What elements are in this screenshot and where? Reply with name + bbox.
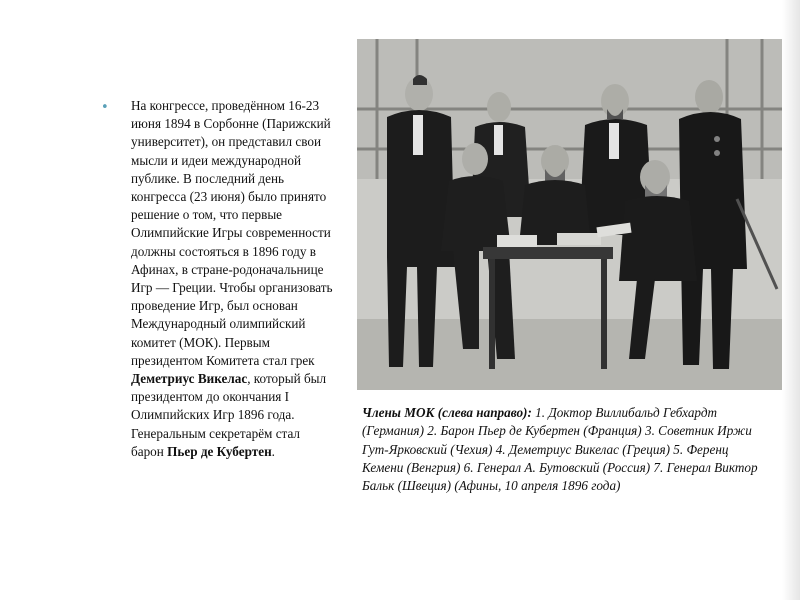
caption-title: Члены МОК (слева направо): [362,405,532,420]
coubertin-name: Пьер де Кубертен [167,443,272,459]
paragraph-text-3: . [271,443,275,459]
vikelas-name: Деметриус Викелас [131,371,248,387]
paragraph-text-2: , который был президентом до окончания I Олимпийских Игр 1896 года. Генеральным секретарём стал барон [131,371,327,459]
slide-edge-shadow [782,0,800,600]
paragraph-text-1: На конгрессе, проведённом 16-23 июня 1894 в Сорбонне (Парижский университет), он представил свои мысли и идеи международной публике. В последний день конгресса (23 июня) было принято решение о том, что первые Олимпийские Игры современности должны состояться в 1896 году в Афинах, в стране-родоначальнице Игр — Греции. Чтобы организовать проведение Игр, был основан Международный олимпийский комитет (МОК). Первым президентом Комитета стал грек [131,98,333,368]
caption-text: 1. Доктор Виллибальд Гебхардт (Германия) 2. Барон Пьер де Кубертен (Франция) 3. Советник Иржи Гут-Ярковский (Чехия) 4. Деметриус Викелас (Греция) 5. Ференц Кемени (Венгрия) 6. Генерал А. Бутовский (Россия) 7. Генерал Виктор Бальк (Швеция) (Афины, 10 апреля 1896 года) [362,405,758,494]
bullet-icon: • [101,100,109,115]
ioc-members-photo [357,39,782,390]
photo-caption [362,404,772,495]
main-paragraph [131,97,336,461]
photo-illustration [357,39,782,390]
